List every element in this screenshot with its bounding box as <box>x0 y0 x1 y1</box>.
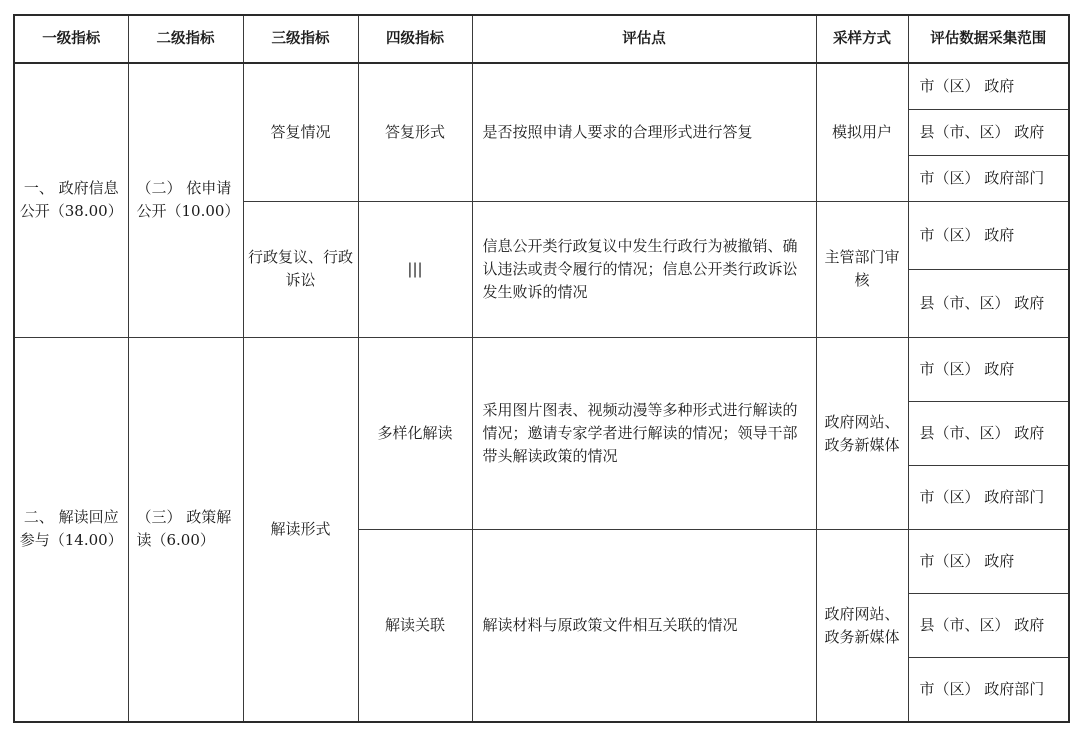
level2-cell: （二） 依申请公开（10.00） <box>128 63 243 337</box>
scope-cell: 市（区） 政府 <box>908 337 1069 401</box>
sampling-method-cell: 主管部门审核 <box>816 201 908 337</box>
scope-cell: 市（区） 政府部门 <box>908 466 1069 530</box>
scope-cell: 县（市、区） 政府 <box>908 269 1069 337</box>
assessment-point-cell: 采用图片图表、视频动漫等多种形式进行解读的情况；邀请专家学者进行解读的情况；领导干部带头解读政策的情况 <box>472 337 816 529</box>
level4-cell: 答复形式 <box>358 63 472 201</box>
sampling-method-cell: 政府网站、政务新媒体 <box>816 530 908 722</box>
scope-cell: 县（市、区） 政府 <box>908 401 1069 465</box>
level3-cell: 行政复议、行政诉讼 <box>243 201 358 337</box>
assessment-point-cell: 是否按照申请人要求的合理形式进行答复 <box>472 63 816 201</box>
header-row <box>14 15 1069 63</box>
assessment-point-cell: 信息公开类行政复议中发生行政行为被撤销、确认违法或责令履行的情况；信息公开类行政诉讼发生败诉的情况 <box>472 201 816 337</box>
scope-cell: 市（区） 政府 <box>908 63 1069 109</box>
header-sampling-method: 采样方式 <box>816 15 908 63</box>
header-level4: 四级指标 <box>358 15 472 63</box>
header-level1: 一级指标 <box>14 15 128 63</box>
scope-cell: 市（区） 政府部门 <box>908 658 1069 722</box>
indicator-table <box>13 14 1070 723</box>
assessment-point-cell: 解读材料与原政策文件相互关联的情况 <box>472 530 816 722</box>
scope-cell: 市（区） 政府 <box>908 201 1069 269</box>
table-row <box>14 337 1069 401</box>
level4-cell: 多样化解读 <box>358 337 472 529</box>
table-row <box>14 63 1069 109</box>
level4-cell: 解读关联 <box>358 530 472 722</box>
header-assessment-point: 评估点 <box>472 15 816 63</box>
header-level3: 三级指标 <box>243 15 358 63</box>
level1-cell: 一、 政府信息公开（38.00） <box>14 63 128 337</box>
scope-cell: 县（市、区） 政府 <box>908 594 1069 658</box>
level1-cell: 二、 解读回应参与（14.00） <box>14 337 128 722</box>
sampling-method-cell: 模拟用户 <box>816 63 908 201</box>
sampling-method-cell: 政府网站、政务新媒体 <box>816 337 908 529</box>
level2-cell: （三） 政策解读（6.00） <box>128 337 243 722</box>
scope-cell: 市（区） 政府 <box>908 530 1069 594</box>
header-level2: 二级指标 <box>128 15 243 63</box>
level3-cell: 解读形式 <box>243 337 358 722</box>
scope-cell: 县（市、区） 政府 <box>908 109 1069 155</box>
scope-cell: 市（区） 政府部门 <box>908 155 1069 201</box>
header-collection-scope: 评估数据采集范围 <box>908 15 1069 63</box>
level4-cell: ||| <box>358 201 472 337</box>
level3-cell: 答复情况 <box>243 63 358 201</box>
